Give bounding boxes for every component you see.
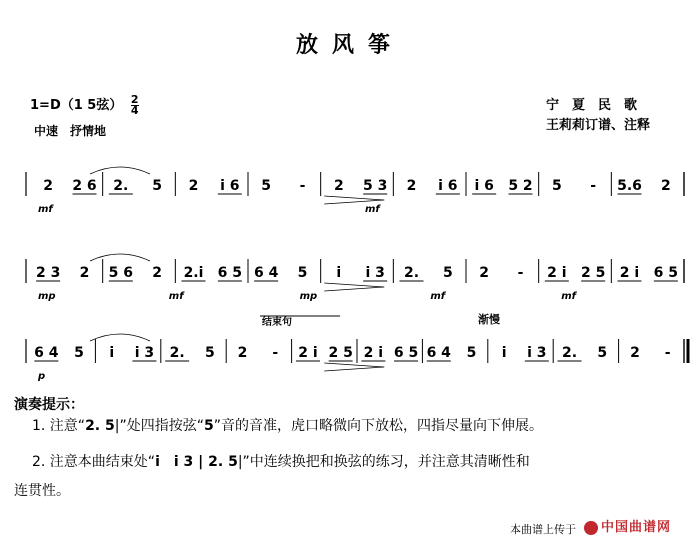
score-note: 2. [403,265,420,281]
score-note: i 6 [474,178,494,194]
score-note: i 3 [365,265,385,281]
score-note: 5.6 [617,178,642,194]
score-note: 2 5 [328,345,353,361]
score-note: 5 [297,265,308,281]
score-note: 2 [79,265,90,281]
performance-note-1: 1. 注意“2. 5|”处四指按弦“5”音的音准，虎口略微向下放松，四指尽量向下伸展。 [32,418,543,434]
score-note: 5 3 [362,178,388,194]
hairpin [324,196,384,204]
note1-text-b: ”处四指按弦“ [119,418,204,434]
slur [90,334,150,341]
score-note: 2 3 [35,265,61,281]
score-note: 6 4 [253,265,279,281]
dynamic-mark: mf [38,204,53,215]
score-note: - [272,345,279,361]
score-note: 2 i [547,265,567,281]
score-note: 2.i [183,265,204,281]
score-note: 2 [43,178,54,194]
dynamic-mark: mp [38,291,56,302]
logo-text: 中国曲谱网 [601,520,672,535]
score-note: 5 [204,345,215,361]
score-note: 2 6 [72,178,97,194]
score-note: 5 6 [108,265,134,281]
score-note: 6 4 [426,345,451,361]
score-note: i 3 [527,345,547,361]
score-note: i [501,345,507,361]
score-note: - [299,178,306,194]
dynamic-mark: mp [299,291,318,302]
hairpin [324,363,384,371]
score-note: i [109,345,115,361]
origin-text: 宁 夏 民 歌 [546,98,638,113]
logo-icon [584,521,598,535]
score-note: 2 [152,265,163,281]
performance-note-2-cont: 连贯性。 [14,483,70,499]
score-note: 2 [660,178,671,194]
site-logo [584,516,671,535]
score-note: 2 [333,178,344,194]
dynamic-mark: mf [430,291,446,302]
score-note: 5 [152,178,163,194]
note1-figure2: 5 [203,418,214,434]
dynamic-mark: mf [561,291,576,302]
score-note: 2 [237,345,248,361]
score-note: i 3 [134,345,155,361]
score-note: 2 i [619,265,640,281]
score-note: i 6 [438,178,458,194]
score-note: - [664,345,671,361]
slowing-mark: 渐慢 [478,313,500,326]
score-note: 5 2 [508,178,533,194]
score-note: 2. [169,345,185,361]
dynamic-mark: mf [168,291,184,302]
note2-figure: i i 3 | 2. 5 [155,454,238,470]
ending-phrase-mark: 结束句 [262,317,292,328]
time-bottom: 4 [130,104,139,117]
note1-text-c: ”音的音准，虎口略微向下放松，四指尽量向下伸展。 [213,418,543,434]
score-staff [26,167,688,382]
score-note: 2 [188,178,199,194]
slur [90,167,150,174]
score-note: - [517,265,524,281]
score-note: 5 [261,178,272,194]
tempo-marking: 中速 抒情地 [34,124,107,138]
score-note: i 6 [220,178,240,194]
key-text: 1=D（1 5弦） [30,98,123,113]
score-note: 2 i [363,345,384,361]
note1-figure: 2. 5 [85,418,115,434]
score-note: 5 [466,345,477,361]
slur [90,254,150,261]
note2-text-b: ”中连续换把和换弦的练习，并注意其清晰性和 [242,454,530,470]
time-top: 2 [130,93,139,106]
score-note: 2 [406,178,417,194]
score-note: 2 i [298,345,318,361]
score-note: 6 5 [653,265,679,281]
hairpin [324,283,384,291]
score-note: 5 [442,265,453,281]
performance-note-2: 2. 注意本曲结束处“i i 3 | 2. 5|”中连续换把和换弦的练习，并注意其清晰性和 [32,454,530,470]
score-note: 5 [551,178,562,194]
score-note: - [590,178,597,194]
score-note: 2 5 [580,265,606,281]
score-note: 5 [74,345,84,361]
note1-text-a: 1. 注意“ [32,418,86,434]
score-note: 2 [479,265,490,281]
score-note: 6 4 [34,345,59,361]
score-note: 5 [597,345,608,361]
score-note: i [336,265,342,281]
dynamic-mark: p [38,371,46,382]
score-note: 2 [630,345,640,361]
page-title: 放风筝 [295,32,404,58]
notes-heading: 演奏提示： [14,397,84,413]
score-note: 6 5 [393,345,419,361]
footer-text: 本曲谱上传于 [510,523,576,536]
score-note: 6 5 [217,265,243,281]
note2-text-a: 2. 注意本曲结束处“ [32,454,156,470]
dynamic-mark: mf [365,204,380,215]
score-note: 2. [113,178,129,194]
editor-text: 王莉莉订谱、注释 [546,118,651,133]
score-note: 2. [562,345,578,361]
